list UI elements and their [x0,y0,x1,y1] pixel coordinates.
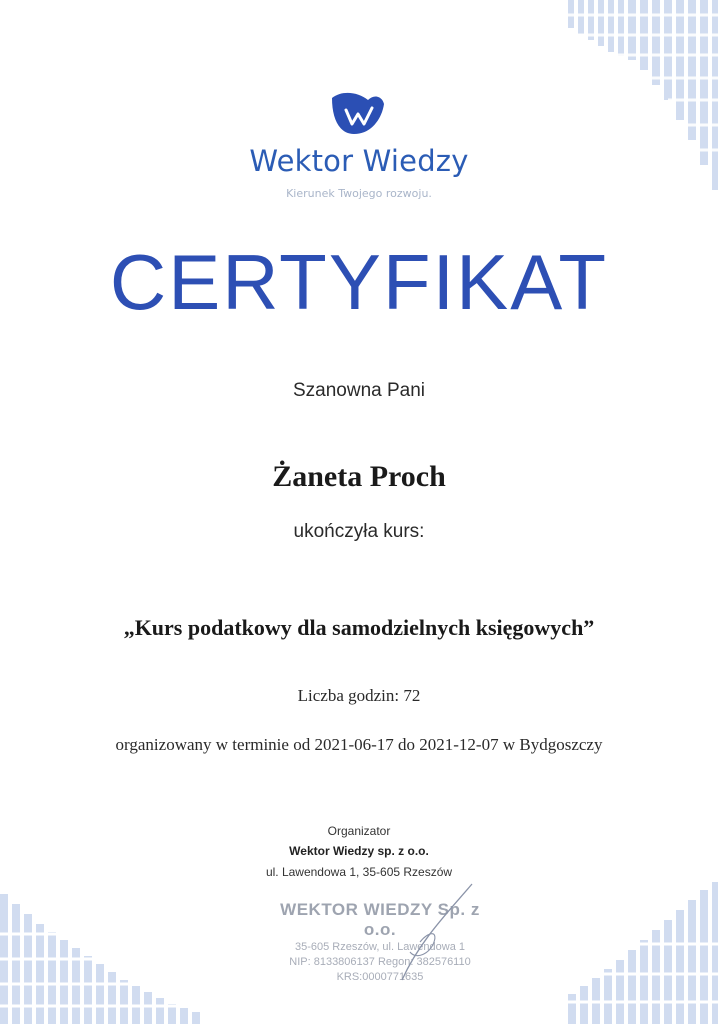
wektor-wiedzy-logo-icon [328,88,386,138]
stamp-address: 35-605 Rzeszów, ul. Lawendowa 1 [295,941,465,953]
brand-name: Wektor Wiedzy [249,144,469,178]
course-dates: organizowany w terminie od 2021-06-17 do 2021-12-07 w Bydgoszczy [115,735,603,754]
organizer-label: Organizator [327,824,391,838]
salutation: Szanowna Pani [292,380,426,401]
stamp-krs: KRS:0000771635 [336,971,424,983]
decorative-pattern-bottom-right [508,874,718,1024]
course-name: „Kurs podatkowy dla samodzielnych księgowych” [123,615,595,640]
organizer-address: ul. Lawendowa 1, 35-605 Rzeszów [265,865,453,879]
brand-tagline: Kierunek Twojego rozwoju. [286,187,432,200]
certificate-title: CERTYFIKAT [109,238,609,326]
recipient-name: Żaneta Proch [272,460,446,493]
decorative-pattern-bottom-left [0,874,260,1024]
stamp-company-name: WEKTOR WIEDZY Sp. z o.o. [280,900,480,939]
handwritten-signature [380,880,490,990]
completed-text: ukończyła kurs: [293,521,425,542]
stamp-tax-ids: NIP: 8133806137 Regon: 382576110 [289,956,471,968]
organizer-name: Wektor Wiedzy sp. z o.o. [289,844,429,858]
course-hours: Liczba godzin: 72 [297,686,421,705]
